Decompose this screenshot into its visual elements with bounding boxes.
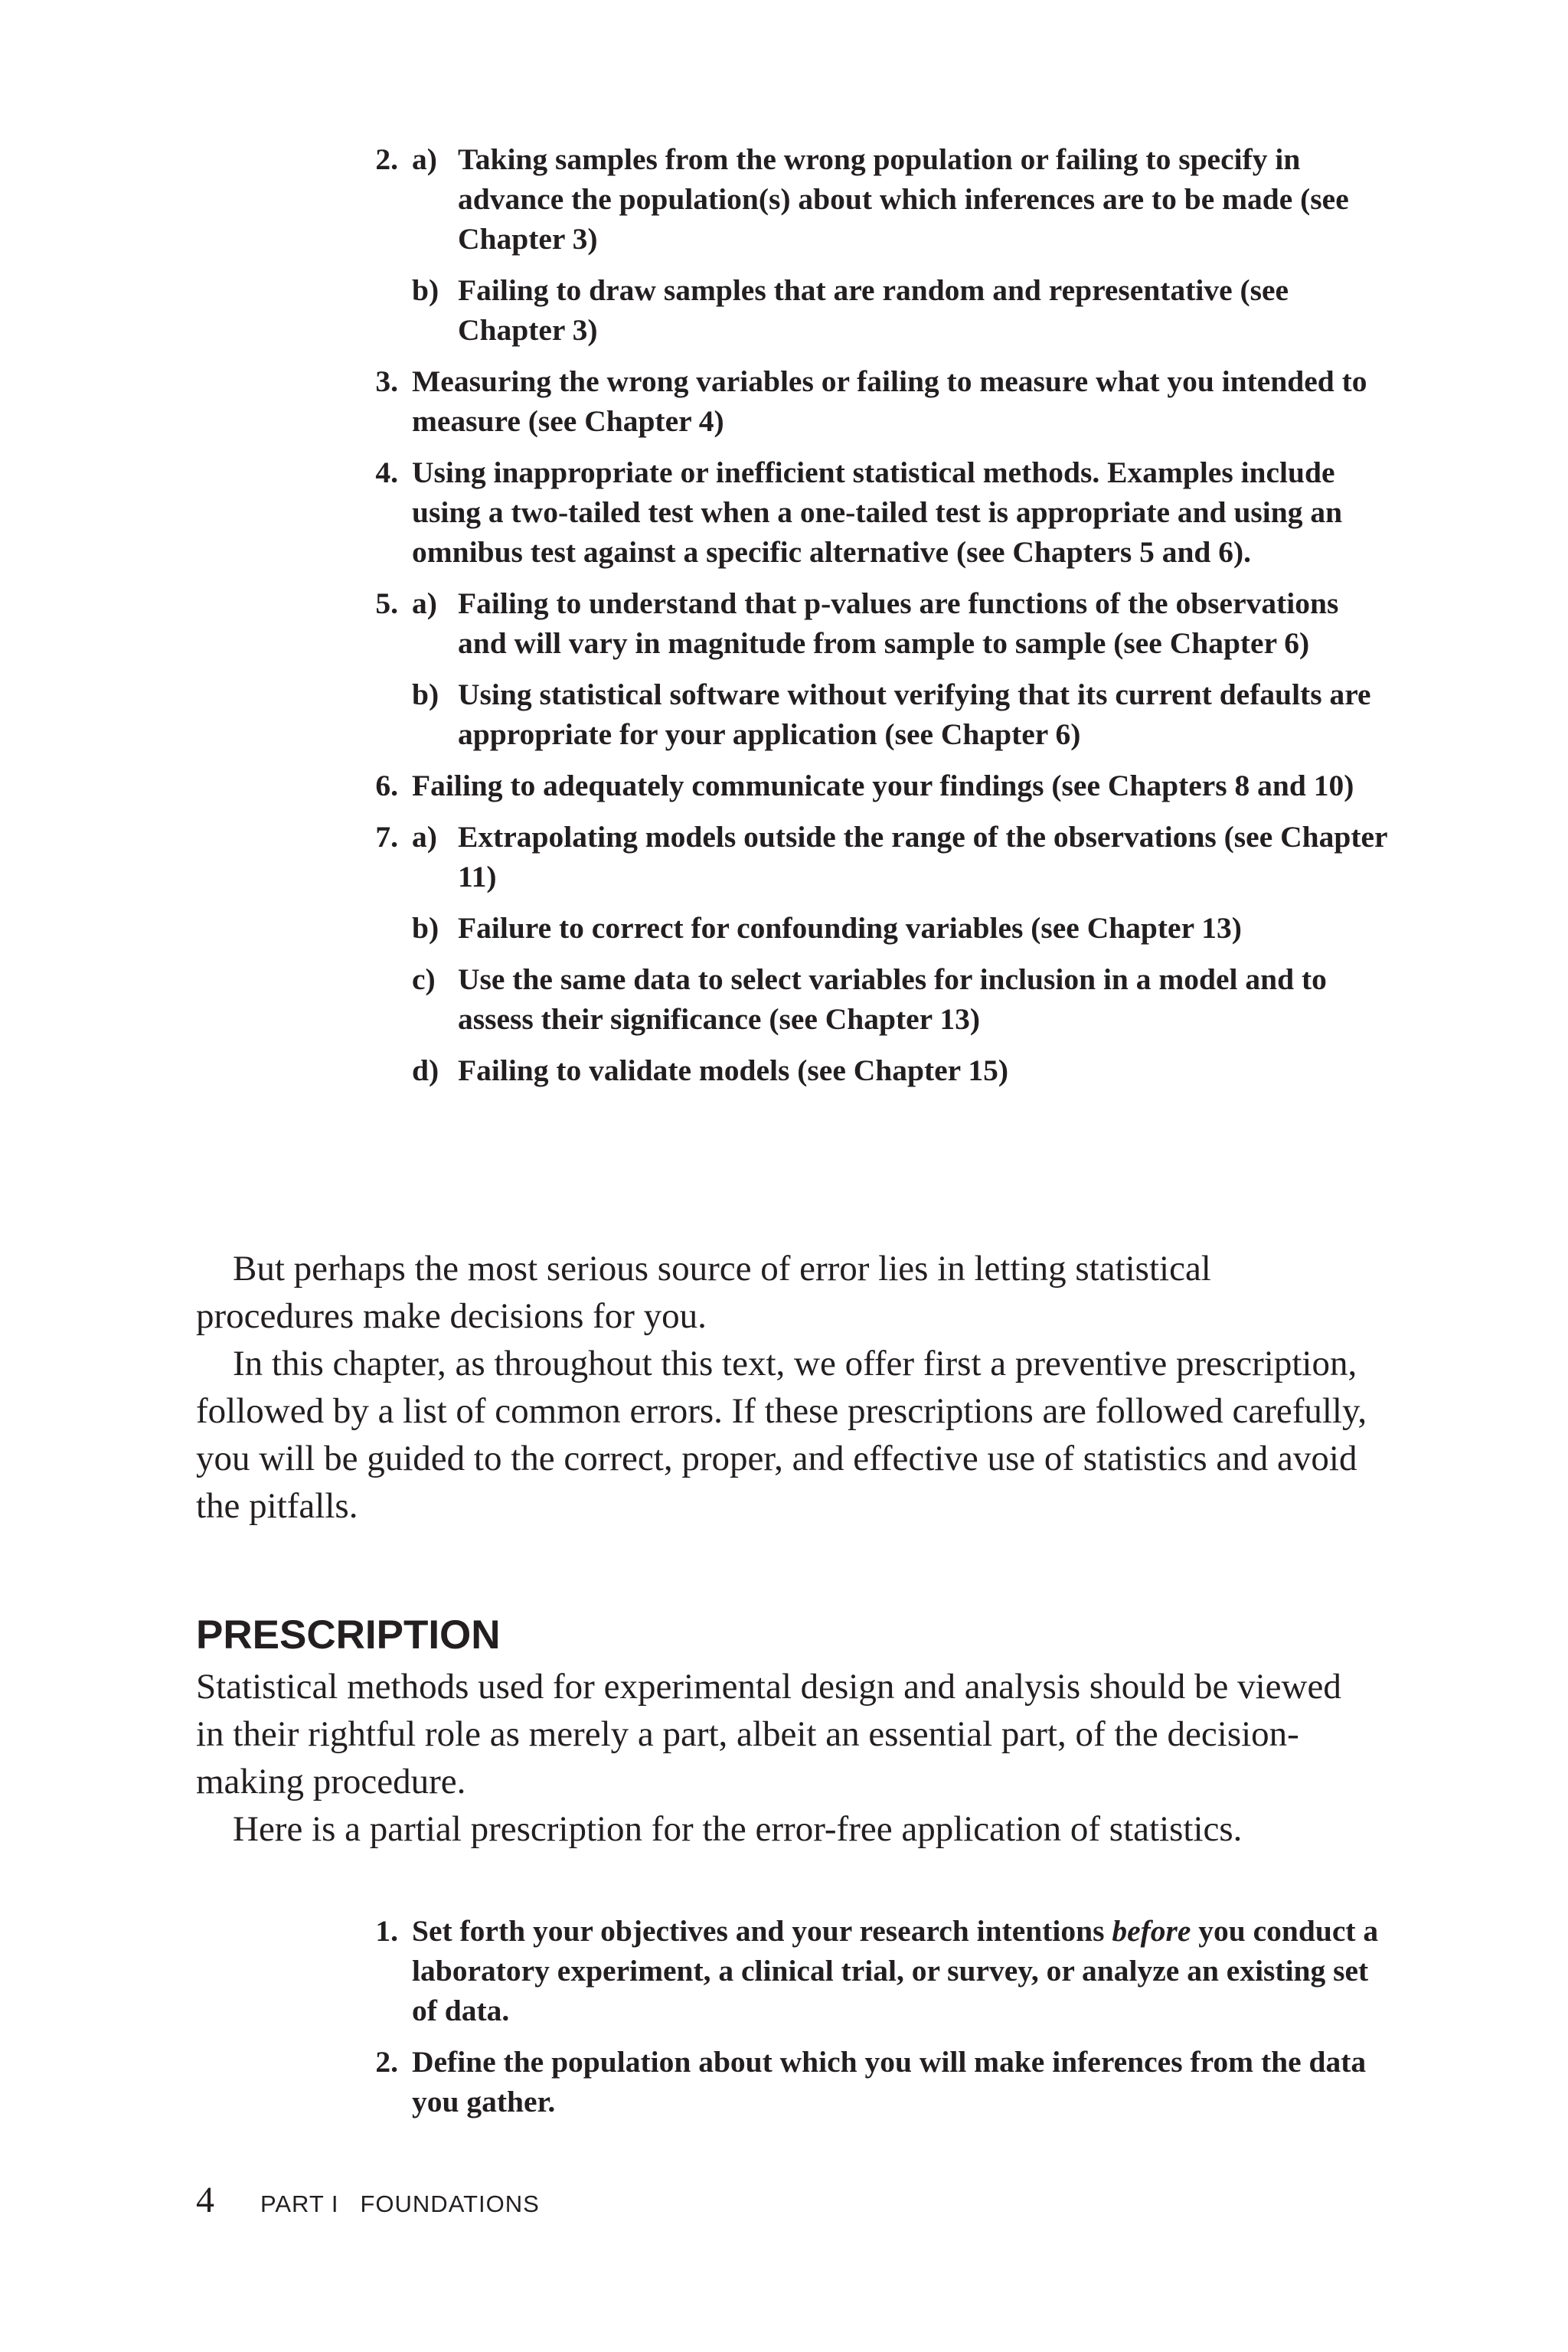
sub-item [412, 1050, 1387, 1090]
item-number: 4. [375, 456, 398, 489]
list-item [361, 139, 1387, 350]
running-footer [260, 2190, 540, 2218]
prescription-list [361, 1911, 1387, 2133]
sub-item-label: b) [412, 678, 439, 711]
sub-item-text: Use the same data to select variables for inclusion in a model and to assess their significance (see Chapter 13) [458, 962, 1327, 1036]
section-heading: PRESCRIPTION [196, 1612, 501, 1658]
emphasis-text: before [1112, 1914, 1191, 1948]
sub-item [412, 959, 1387, 1039]
text-run: you conduct a laboratory experiment, a clinical trial, or survey, or analyze an existing set of data. [412, 1914, 1379, 2027]
sub-item [412, 583, 1387, 663]
item-number: 6. [375, 769, 398, 802]
paragraph: Here is a partial prescription for the error-free application of statistics. [233, 1809, 1243, 1849]
sub-item-text: Failing to validate models (see Chapter 15) [458, 1054, 1008, 1087]
item-number: 3. [375, 364, 398, 398]
sub-item [412, 817, 1387, 897]
sub-item-label: c) [412, 962, 436, 996]
sub-item-label: b) [412, 273, 439, 307]
sub-item [412, 675, 1387, 754]
item-number: 5. [375, 586, 398, 620]
paragraph: Statistical methods used for experimental design and analysis should be viewed in their rightful role as merely a part, albeit an essential part, of the decision-making procedure. [196, 1667, 1341, 1802]
list-item [361, 2042, 1387, 2122]
sub-item-text: Using statistical software without verifying that its current defaults are appropriate for your application (see Chapter 6) [458, 678, 1371, 751]
item-text: Failing to adequately communicate your findings (see Chapters 8 and 10) [412, 769, 1354, 802]
sub-item-text: Extrapolating models outside the range of the observations (see Chapter 11) [458, 820, 1387, 893]
sub-item-text: Taking samples from the wrong population or failing to specify in advance the population(s) about which inferences are to be made (see Chapter 3) [458, 142, 1349, 256]
sub-item [412, 908, 1387, 948]
item-text [412, 1911, 1387, 2030]
sub-item [412, 139, 1387, 259]
list-item [361, 817, 1387, 1090]
list-item [361, 583, 1387, 754]
item-number: 1. [375, 1914, 398, 1948]
part-label: PART I [260, 2190, 339, 2217]
section-label: FOUNDATIONS [360, 2190, 540, 2217]
item-text: Define the population about which you will make inferences from the data you gather. [412, 2045, 1367, 2118]
paragraph: But perhaps the most serious source of error lies in letting statistical procedures make decisions for you. [196, 1249, 1211, 1336]
intro-text [196, 1245, 1375, 1530]
sub-item-label: a) [412, 586, 437, 620]
text-run: Set forth your objectives and your research intentions [412, 1914, 1112, 1948]
item-number: 7. [375, 820, 398, 854]
list-item [361, 1911, 1387, 2030]
sub-item-label: d) [412, 1054, 439, 1087]
sub-item [412, 270, 1387, 350]
sub-item-label: b) [412, 911, 439, 945]
paragraph: In this chapter, as throughout this text, we offer first a preventive prescription, followed by a list of common errors. If these prescriptions are followed carefully, you will be guided to the correct, proper, and effective use of statistics and avoid the pitfalls. [196, 1344, 1367, 1526]
sub-item-text: Failing to understand that p-values are functions of the observations and will vary in magnitude from sample to sample (see Chapter 6) [458, 586, 1339, 660]
page-footer [196, 2179, 540, 2221]
item-number: 2. [375, 142, 398, 176]
sub-item-text: Failing to draw samples that are random and representative (see Chapter 3) [458, 273, 1289, 347]
sub-item-label: a) [412, 142, 437, 176]
list-item [361, 766, 1387, 805]
list-item [361, 361, 1387, 441]
page-number: 4 [196, 2180, 214, 2220]
prescription-text [196, 1663, 1375, 1853]
list-item [361, 452, 1387, 572]
sub-item-text: Failure to correct for confounding variables (see Chapter 13) [458, 911, 1242, 945]
error-list [361, 139, 1387, 1102]
item-text: Using inappropriate or inefficient statistical methods. Examples include using a two-tailed test when a one-tailed test is appropriate and using an omnibus test against a specific alternative (see Chapters 5 and 6). [412, 456, 1343, 569]
sub-item-label: a) [412, 820, 437, 854]
item-text: Measuring the wrong variables or failing to measure what you intended to measure (see Chapter 4) [412, 364, 1367, 438]
item-number: 2. [375, 2045, 398, 2079]
